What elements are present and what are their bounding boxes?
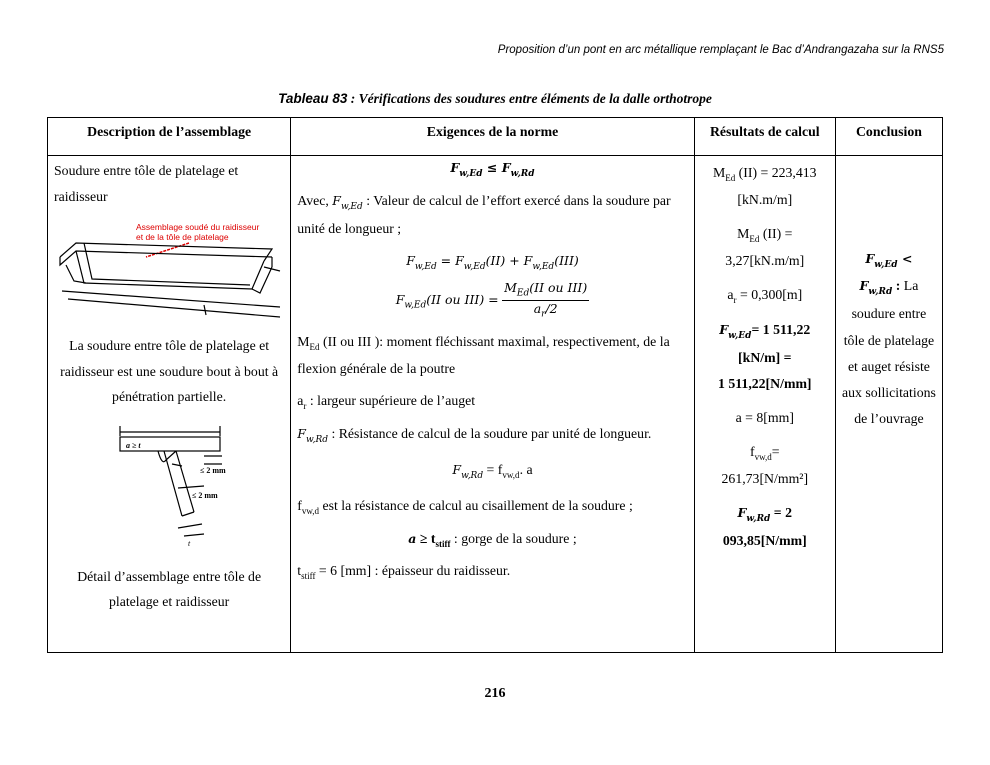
throat-condition: $a \ge t_{stiff}$ : gorge de la soudure ; xyxy=(408,530,577,549)
result-med-iii: $M_{Ed}$ (II) = 3,27[kN.m/m] xyxy=(725,226,805,268)
condition-equation: $F_{w,Ed} \le F_{w,Rd}$ xyxy=(450,160,535,179)
conclusion-cell xyxy=(835,156,942,653)
result-fwed: $F_{w,Ed}= 1$ 511,22 [kN/m] = 1 511,22[N/mm] xyxy=(718,321,812,391)
resistance-equation: $F_{w,Rd} = f_{vw,d}$. a xyxy=(452,461,533,481)
figure-label-line1: Assemblage soudé du raidisseur xyxy=(136,222,260,233)
header-conclusion: Conclusion xyxy=(835,118,942,156)
result-med-ii: $M_{Ed}$ (II) = 223,413 [kN.m/m] xyxy=(712,165,817,207)
page-number: 216 xyxy=(484,686,506,701)
assembly-title: Soudure entre tôle de platelage et raidisseur xyxy=(54,163,239,204)
caption-label: Tableau 83 xyxy=(278,91,348,106)
weld-description: La soudure entre tôle de platelage et raidisseur est une soudure bout à bout à pénétration partielle. xyxy=(60,338,279,405)
header-description: Description de l’assemblage xyxy=(48,118,291,156)
detail-dim1-label: ≤ 2 mm xyxy=(200,465,226,475)
detail-dim2-label: ≤ 2 mm xyxy=(192,490,218,500)
detail-caption: Détail d’assemblage entre tôle de platelage et raidisseur xyxy=(77,568,262,610)
med-definition: $M_{Ed}$ (II ou III ): moment fléchissant maximal, respectivement, de la flexion générale de la poutre xyxy=(297,334,670,377)
running-header: Proposition d’un pont en arc métallique remplaçant le Bac d’Andrangazaha sur la RNS5 xyxy=(497,44,944,56)
result-fwrd: $F_{w,Rd} = 2$ 093,85[N/mm] xyxy=(722,505,807,549)
avec-definition: Avec, $F_{w,Ed}$ : Valeur de calcul de l’effort exercé dans la soudure par unité de longueur ; xyxy=(297,192,671,236)
table-row xyxy=(48,156,943,653)
result-a: a = 8[mm] xyxy=(735,410,794,426)
weld-detail-figure xyxy=(54,420,284,550)
result-fvwd: $f_{vw,d}=$ 261,73[N/mm²] xyxy=(721,444,809,487)
moment-fraction: $\frac{M_{Ed}(II ou III)}{a_r/2}$ xyxy=(504,279,588,320)
detail-a-label: a ≥ t xyxy=(126,440,141,450)
fvw-definition: $f_{vw,d}$ est la résistance de calcul au cisaillement de la soudure ; xyxy=(297,497,633,516)
verification-table xyxy=(47,117,943,653)
stiffener-weld-figure xyxy=(54,207,284,319)
conclusion-text: $F_{w,Ed}$ < $F_{w,Rd}$ : La soudure entre tôle de platelage et auget résiste aux sollicitations de l’ouvrage xyxy=(841,250,936,427)
tstiff-definition: $t_{stiff} = 6$ [mm] : épaisseur du raidisseur. xyxy=(297,563,511,582)
caption-text: : Vérifications des soudures entre éléments de la dalle orthotrope xyxy=(347,91,712,106)
figure-label-line2: et de la tôle de platelage xyxy=(136,232,229,243)
stiffener-drawing xyxy=(60,243,280,317)
ar-definition: $a_r$ : largeur supérieure de l’auget xyxy=(297,393,476,411)
moment-equation: $F_{w,Ed}(II$ ou III) = $\frac{M_{Ed}(II ou III)}{a_r/2}$ xyxy=(395,279,588,320)
header-results: Résultats de calcul xyxy=(694,118,835,156)
requirements-cell xyxy=(291,156,694,653)
table-header-row xyxy=(48,118,943,156)
sum-equation: $F_{w,Ed} = F_{w,Ed}(II) + F_{w,Ed}(III)$ xyxy=(406,252,579,272)
detail-t-label: t xyxy=(188,538,191,548)
result-ar: $a_r = 0,300[m]$ xyxy=(727,287,803,305)
results-cell xyxy=(694,156,835,653)
table-caption xyxy=(0,91,990,107)
header-requirements: Exigences de la norme xyxy=(291,118,694,156)
description-cell xyxy=(48,156,291,653)
frd-definition: $F_{w,Rd}$ : Résistance de calcul de la soudure par unité de longueur. xyxy=(297,426,652,445)
